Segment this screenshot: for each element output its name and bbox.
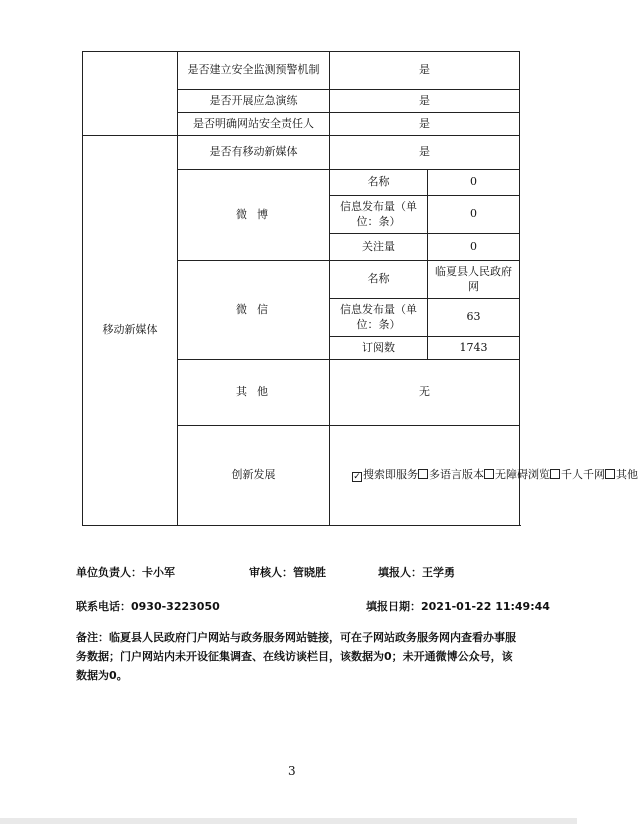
option-other[interactable]: 其他: [605, 468, 638, 481]
checkbox-checked-icon[interactable]: ✓: [353, 472, 361, 483]
wechat-subs-label: 订阅数: [330, 337, 428, 360]
weibo-follow-value: 0: [428, 234, 520, 261]
weibo-posts-label: 信息发布量（单位：条）: [330, 196, 428, 234]
checkbox-icon[interactable]: [418, 469, 428, 479]
responsible-label: 是否明确网站安全责任人: [178, 113, 330, 136]
fill-date: 填报日期：2021-01-22 11:49:44: [366, 600, 550, 613]
wechat-label: 微信: [178, 261, 330, 360]
reviewer: 审核人：管晓胜: [249, 566, 326, 579]
info-table: [82, 51, 638, 526]
has-media-value: 是: [330, 136, 520, 170]
checkbox-icon[interactable]: [605, 469, 615, 479]
innovation-options: [330, 426, 638, 526]
weibo-name-label: 名称: [330, 170, 428, 196]
drill-label: 是否开展应急演练: [178, 90, 330, 113]
contact-phone: 联系电话：0930-3223050: [76, 600, 220, 613]
media-section-label: 移动新媒体: [83, 136, 178, 526]
unit-head: 单位负责人：卡小军: [76, 566, 175, 579]
wechat-posts-label: 信息发布量（单位：条）: [330, 299, 428, 337]
monitoring-value: 是: [330, 52, 520, 90]
wechat-name-value: 临夏县人民政府网: [428, 261, 520, 299]
checkbox-icon[interactable]: [550, 469, 560, 479]
option-multilingual[interactable]: 多语言版本: [418, 468, 484, 481]
wechat-name-label: 名称: [330, 261, 428, 299]
wechat-posts-value: 63: [428, 299, 520, 337]
option-search-service[interactable]: ✓ 搜索即服务: [353, 468, 418, 483]
drill-value: 是: [330, 90, 520, 113]
checkbox-icon[interactable]: [484, 469, 494, 479]
weibo-label: 微博: [178, 170, 330, 261]
page-bottom-edge: [0, 818, 577, 824]
page-number: 3: [288, 764, 296, 778]
responsible-value: 是: [330, 113, 520, 136]
monitoring-label: 是否建立安全监测预警机制: [178, 52, 330, 90]
weibo-follow-label: 关注量: [330, 234, 428, 261]
filler: 填报人：王学勇: [378, 566, 455, 579]
option-personalized[interactable]: 千人千网: [550, 468, 605, 481]
remarks: 备注：临夏县人民政府门户网站与政务服务网站链接，可在子网站政务服务网内查看办事服务数据；门户网站内未开设征集调查、在线访谈栏目，该数据为0；未开通微博公众号，该数据为0。: [76, 631, 516, 682]
innovation-label: 创新发展: [178, 426, 330, 526]
option-accessibility[interactable]: 无障碍浏览: [484, 468, 550, 481]
other-label: 其他: [178, 360, 330, 426]
has-media-label: 是否有移动新媒体: [178, 136, 330, 170]
wechat-subs-value: 1743: [428, 337, 520, 360]
weibo-posts-value: 0: [428, 196, 520, 234]
other-value: 无: [330, 360, 520, 426]
section-cell-empty: [83, 52, 178, 136]
weibo-name-value: 0: [428, 170, 520, 196]
